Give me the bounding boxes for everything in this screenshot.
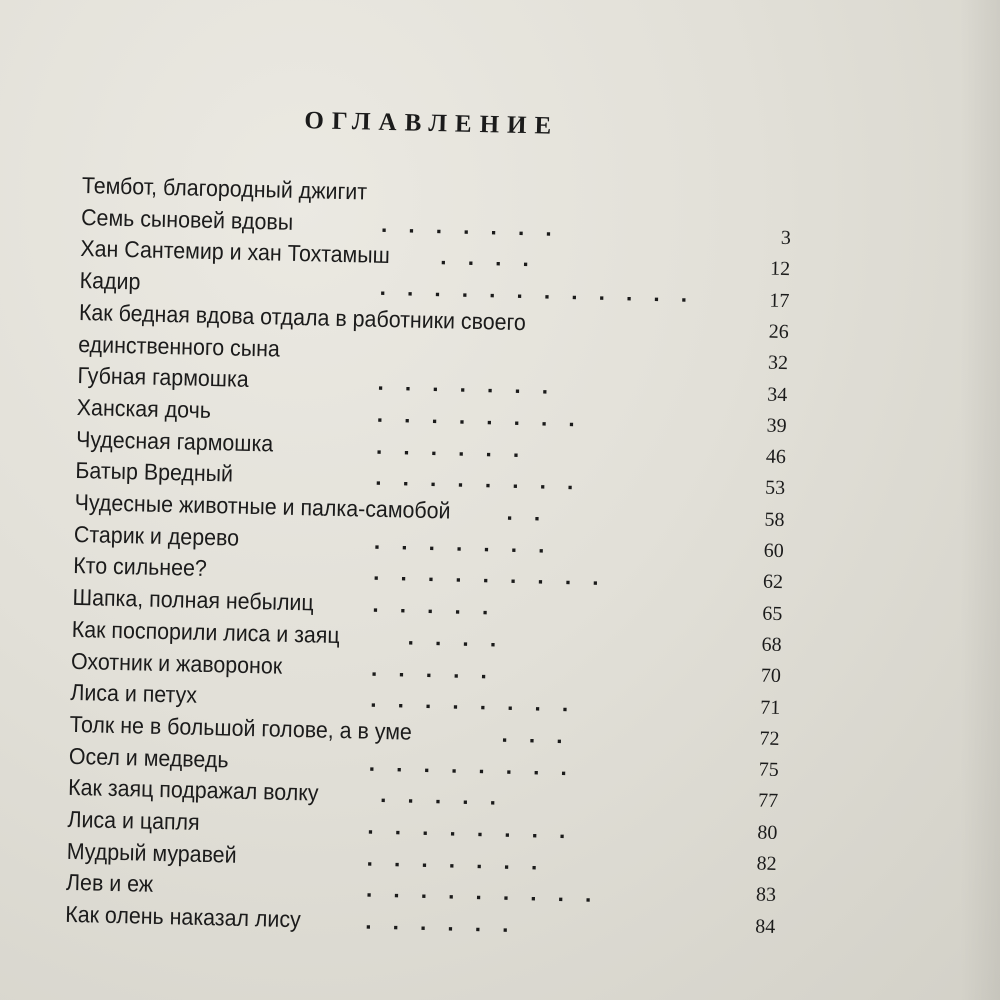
toc-page-number: 80 [757,821,778,844]
toc-page-number: 3 [780,226,792,250]
toc-page-number: 17 [769,289,790,312]
toc-page-number: 34 [767,383,788,406]
toc-page-number: 70 [760,664,782,688]
toc-leader-dots: ..... [372,590,510,620]
toc-page-number: 82 [756,852,777,875]
toc-entry-title: Как бедная вдова отдала в работники своего [78,298,527,335]
toc-leader-dots: ..... [370,654,509,684]
toc-leader-dots: ......... [365,876,613,908]
toc-leader-dots: ........ [367,812,587,844]
toc-leader-dots: ........ [370,685,590,717]
toc-leader-dots: ........ [376,400,597,432]
toc-entry-title: Чудесная гармошка [75,425,274,457]
toc-page-number: 83 [755,883,777,907]
toc-leader-dots: ....... [380,210,574,241]
toc-entry-title: Губная гармошка [77,362,250,393]
toc-page-number: 75 [758,758,780,782]
toc-page-number: 60 [763,539,785,563]
toc-leader-dots: ...... [375,432,541,463]
toc-page-number: 71 [759,696,781,719]
toc-entry-title: Чудесные животные и палка-самобой [74,488,451,524]
toc-page-number: 84 [754,915,776,938]
toc-entry-title: Тембот, благородный джигит [81,172,368,205]
toc-leader-dots: ....... [366,844,559,875]
toc-entry-title: Лиса и цапля [67,805,200,835]
toc-page-number: 53 [764,477,786,500]
toc-leader-dots: ... [501,720,584,749]
toc-entry-title: Хан Сантемир и хан Тохтамыш [80,235,391,269]
toc-page-number: 58 [764,508,785,531]
toc-entry-title: Семь сыновей вдовы [80,203,294,235]
toc-page-number: 39 [766,414,787,437]
toc-entry-title: единственного сына [77,330,281,362]
toc-page-number: 12 [769,257,791,281]
toc-leader-dots: ....... [373,527,566,558]
toc-entry-title: Охотник и жаворонок [70,647,283,679]
toc-leader-dots: ............ [379,273,709,308]
toc-page-number: 77 [757,789,779,813]
toc-page-number: 72 [759,727,780,750]
toc-page-number: 46 [765,445,787,469]
toc-leader-dots: .... [440,243,551,273]
toc-entry-title: Лев и еж [65,869,154,898]
toc-page-number: 62 [762,570,784,594]
toc-entry-title: Как олень наказал лису [65,900,302,933]
toc-entry-title: Шапка, полная небылиц [72,584,314,616]
toc-entry-title: Кадир [79,267,141,295]
toc-leader-dots: ....... [377,368,570,400]
toc-entry-title: Мудрый муравей [66,837,237,868]
toc-entry-title: Как поспорили лиса и заяц [71,615,340,648]
toc-entry-title: Лиса и петух [70,679,198,708]
toc-leader-dots: .. [506,498,562,527]
toc-leader-dots: ........ [368,749,589,781]
toc-page-number: 68 [761,633,782,656]
toc-entry-title: Как заяц подражал волку [67,774,319,806]
toc-leader-dots: ..... [379,781,518,811]
toc-page-number: 26 [768,320,789,344]
toc-entry-title: Толк не в большой голове, а в уме [69,710,413,745]
toc-heading: ОГЛАВЛЕНИЕ [304,107,560,140]
toc-entry-title: Осел и медведь [68,742,229,773]
toc-leader-dots: .... [407,623,518,652]
toc-page-number: 65 [762,602,783,625]
toc-leader-dots: ......... [372,559,620,591]
toc-entry-title: Батыр Вредный [75,457,234,487]
toc-leader-dots: ...... [364,907,530,938]
toc-entry-title: Старик и дерево [73,520,240,551]
toc-entry-title: Кто сильнее? [72,552,208,582]
toc-page-number: 32 [767,351,789,375]
toc-entry-title: Ханская дочь [76,393,212,423]
toc-leader-dots: ........ [375,464,595,496]
